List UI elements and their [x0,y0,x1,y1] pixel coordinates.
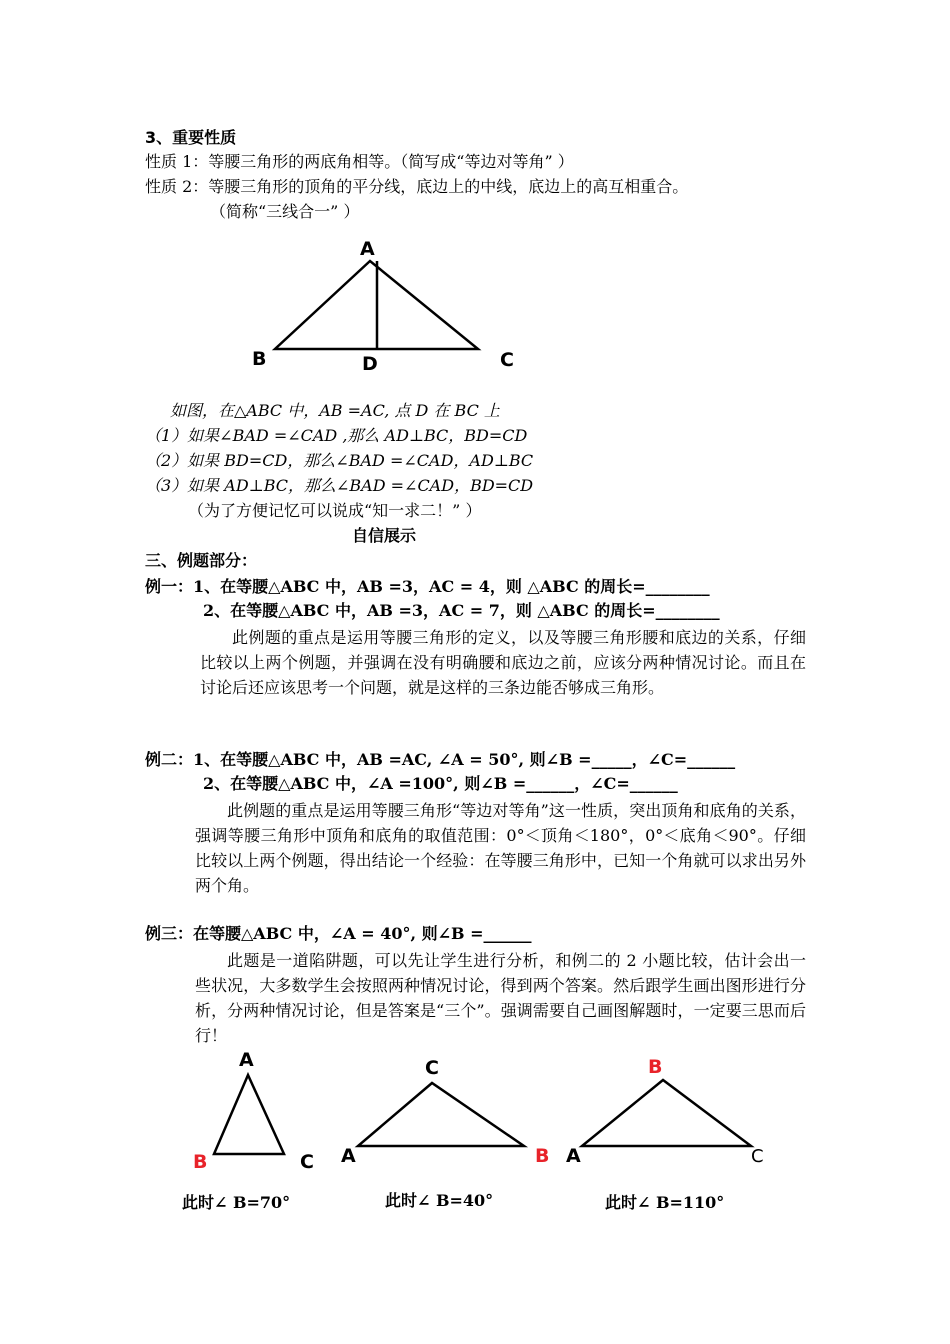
triangle-shape-3 [582,1080,751,1146]
explanation-memo: （为了方便记忆可以说成“知一求二！” ） [188,501,482,520]
triangle-shape-2 [358,1083,524,1146]
triangle-shape-1 [214,1075,284,1154]
examples-heading: 三、例题部分： [145,551,258,570]
fig1-right-label: C [300,1151,314,1173]
example-2-note: 此例题的重点是运用等腰三角形“等边对等角”这一性质，突出顶角和底角的关系，强调等腰三角形中顶角和底角的取值范围：0°＜顶角＜180°，0°＜底角＜90°。仔细比较以上两个例题，得出结论一个经验：在等腰三角形中，已知一个角就可以求出另外两个角。 [195,801,806,895]
fig2-left-label: A [341,1145,356,1167]
label-c: C [500,349,514,371]
example-1-question-1: 例一：1、在等腰△ABC 中，AB =3，AC = 4，则 △ABC 的周长=________ [145,577,710,596]
explanation-case-3: （3）如果 AD⊥BC，那么∠BAD =∠CAD，BD=CD [145,476,534,495]
property-1: 性质 1：等腰三角形的两底角相等。（简写成“等边对等角” ） [145,152,574,171]
properties-heading: 3、重要性质 [145,128,237,147]
fig2-right-label: B [535,1145,550,1167]
example-2-question-2: 2、在等腰△ABC 中，∠A =100°, 则∠B =______，∠C=______ [203,774,678,793]
property-2-note: （简称“三线合一” ） [210,202,360,221]
property-2: 性质 2：等腰三角形的顶角的平分线，底边上的中线，底边上的高互相重合。 [145,177,689,196]
label-d: D [362,353,378,375]
section-title: 自信展示 [352,526,417,545]
example-1-question-2: 2、在等腰△ABC 中，AB =3，AC = 7，则 △ABC 的周长=________ [203,601,720,620]
explanation-case-1: （1）如果∠BAD =∠CAD ,那么 AD⊥BC，BD=CD [145,426,528,445]
example-1-note: 此例题的重点是运用等腰三角形的定义，以及等腰三角形腰和底边的关系，仔细比较以上两个例题，并强调在没有明确腰和底边之前，应该分两种情况讨论。而且在讨论后还应该思考一个问题，就是这样的三条边能否够成三角形。 [200,628,806,697]
caption-b-110: 此时∠ B=110° [605,1193,725,1212]
fig3-right-label: C [751,1146,764,1167]
explanation-case-2: （2）如果 BD=CD，那么∠BAD =∠CAD，AD⊥BC [145,451,534,470]
figure-b-110 [566,1056,764,1167]
caption-b-40: 此时∠ B=40° [385,1191,494,1210]
example-3-question: 例三：在等腰△ABC 中，∠A = 40°, 则∠B =______ [145,924,532,943]
fig2-top-label: C [425,1057,439,1079]
caption-b-70: 此时∠ B=70° [182,1193,291,1212]
fig3-top-label: B [648,1056,663,1078]
explanation-intro: 如图，在△ABC 中，AB =AC, 点 D 在 BC 上 [170,401,500,420]
example-3-note: 此题是一道陷阱题，可以先让学生进行分析，和例二的 2 小题比较，估计会出一些状况，大多数学生会按照两种情况讨论，得到两个答案。然后跟学生画出图形进行分析，分两种情况讨论，但是答案是“三个”。强调需要自己画图解题时，一定要三思而后行！ [195,951,806,1045]
figure-b-70 [193,1049,314,1173]
fig3-left-label: A [566,1145,581,1167]
label-b: B [252,348,267,370]
fig1-left-label: B [193,1151,208,1173]
example-2-question-1: 例二：1、在等腰△ABC 中，AB =AC, ∠A = 50°, 则∠B =_____，∠C=______ [145,750,736,769]
figure-b-40 [341,1057,549,1167]
fig1-top-label: A [239,1049,254,1071]
label-a: A [360,238,375,260]
